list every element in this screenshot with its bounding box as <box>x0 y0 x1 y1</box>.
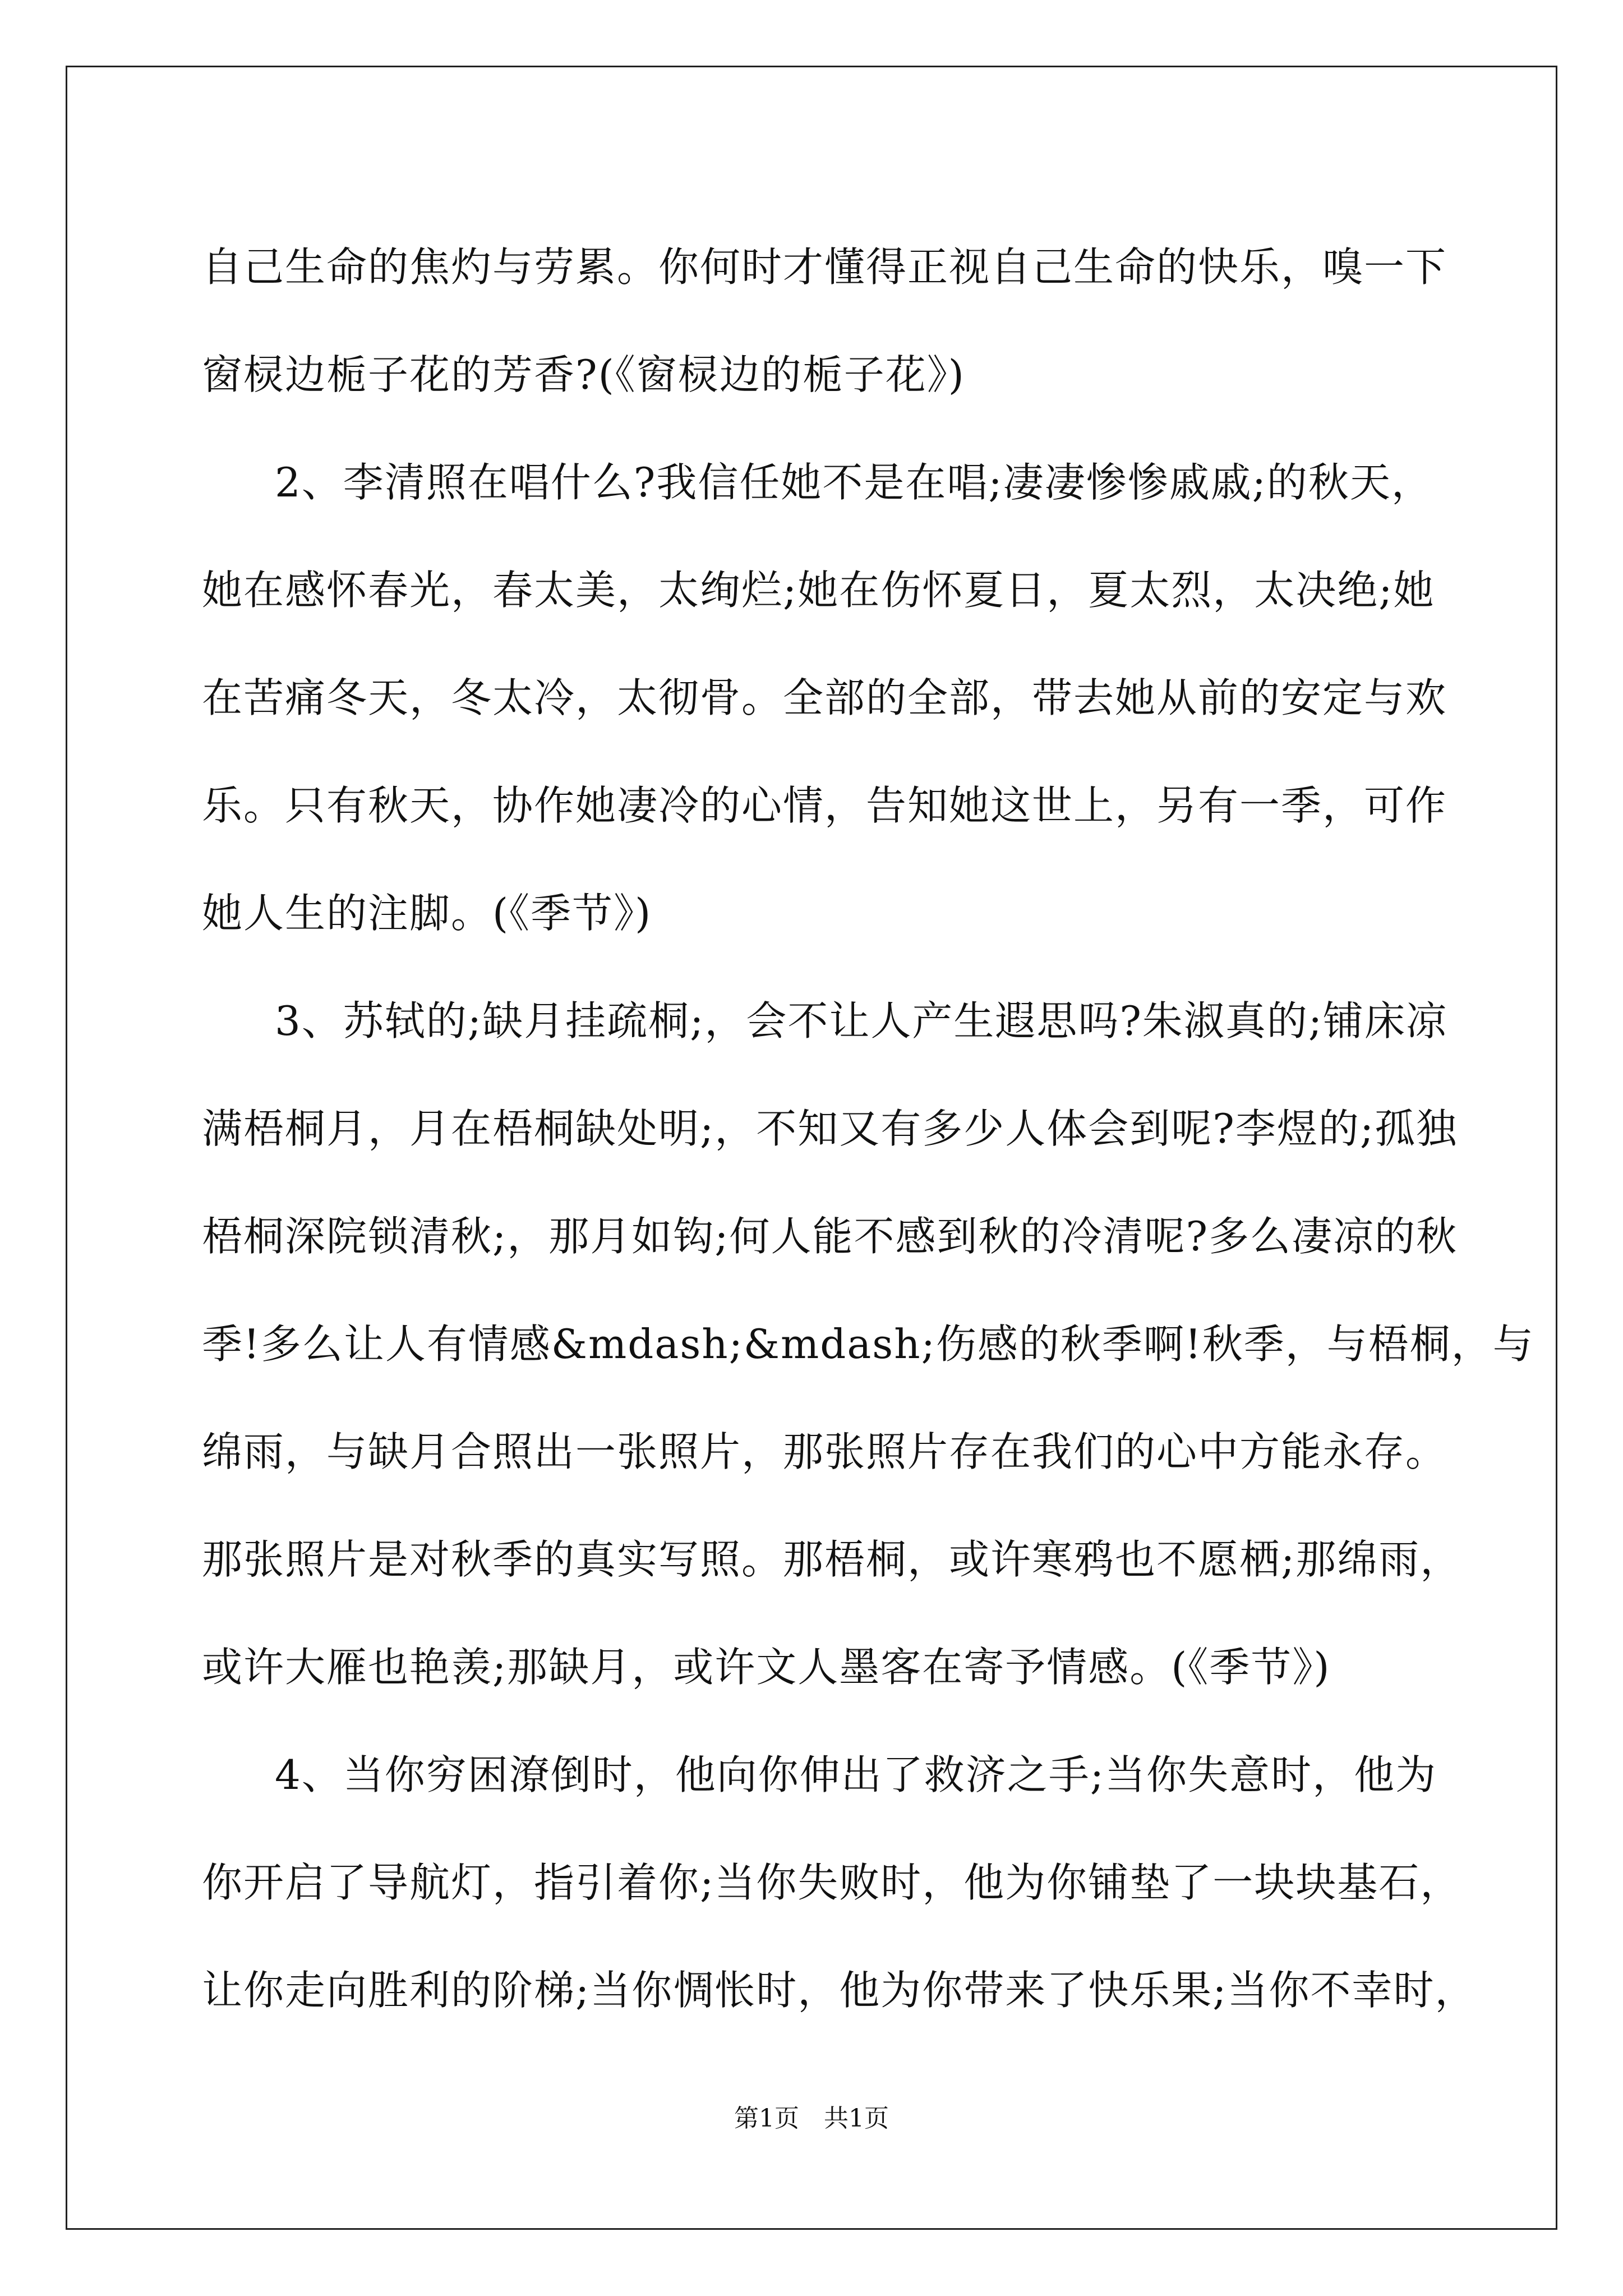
paragraph-first-line: 4、当你穷困潦倒时，他向你伸出了救济之手;当你失意时，他为 <box>275 1751 1437 1798</box>
text-line: 季!多么让人有情感&mdash;&mdash;伤感的秋季啊!秋季，与梧桐，与 <box>202 1320 1534 1368</box>
text-line: 梧桐深院锁清秋;，那月如钩;何人能不感到秋的冷清呢?多么凄凉的秋 <box>202 1213 1458 1260</box>
paragraph-first-line: 3、苏轼的;缺月挂疏桐;，会不让人产生遐思吗?朱淑真的;铺床凉 <box>275 997 1448 1045</box>
paragraph-first-line: 2、李清照在唱什么?我信任她不是在唱;凄凄惨惨戚戚;的秋天， <box>275 459 1433 506</box>
text-line: 乐。只有秋天，协作她凄冷的心情，告知她这世上，另有一季，可作 <box>202 782 1447 829</box>
text-line: 自己生命的焦灼与劳累。你何时才懂得正视自己生命的快乐，嗅一下 <box>202 243 1447 291</box>
text-line: 她人生的注脚。(《季节》) <box>202 890 652 937</box>
text-line: 你开启了导航灯，指引着你;当你失败时，他为你铺垫了一块块基石， <box>202 1859 1462 1906</box>
text-line: 绵雨，与缺月合照出一张照片，那张照片存在我们的心中方能永存。 <box>202 1428 1447 1475</box>
text-line: 窗棂边栀子花的芳香?(《窗棂边的栀子花》) <box>202 351 965 398</box>
text-line: 满梧桐月，月在梧桐缺处明;，不知又有多少人体会到呢?李煜的;孤独 <box>202 1105 1458 1152</box>
text-line: 在苦痛冬天，冬太冷，太彻骨。全部的全部，带去她从前的安定与欢 <box>202 674 1447 721</box>
document-body <box>202 213 1534 2044</box>
text-line: 那张照片是对秋季的真实写照。那梧桐，或许寒鸦也不愿栖;那绵雨， <box>202 1536 1462 1583</box>
text-line: 她在感怀春光，春太美，太绚烂;她在伤怀夏日，夏太烈，太决绝;她 <box>202 567 1435 614</box>
text-line: 或许大雁也艳羡;那缺月，或许文人墨客在寄予情感。(《季节》) <box>202 1644 1331 1691</box>
page-number-footer: 第1页 共1页 <box>734 2104 889 2133</box>
text-line: 让你走向胜利的阶梯;当你惆怅时，他为你带来了快乐果;当你不幸时， <box>202 1967 1477 2014</box>
